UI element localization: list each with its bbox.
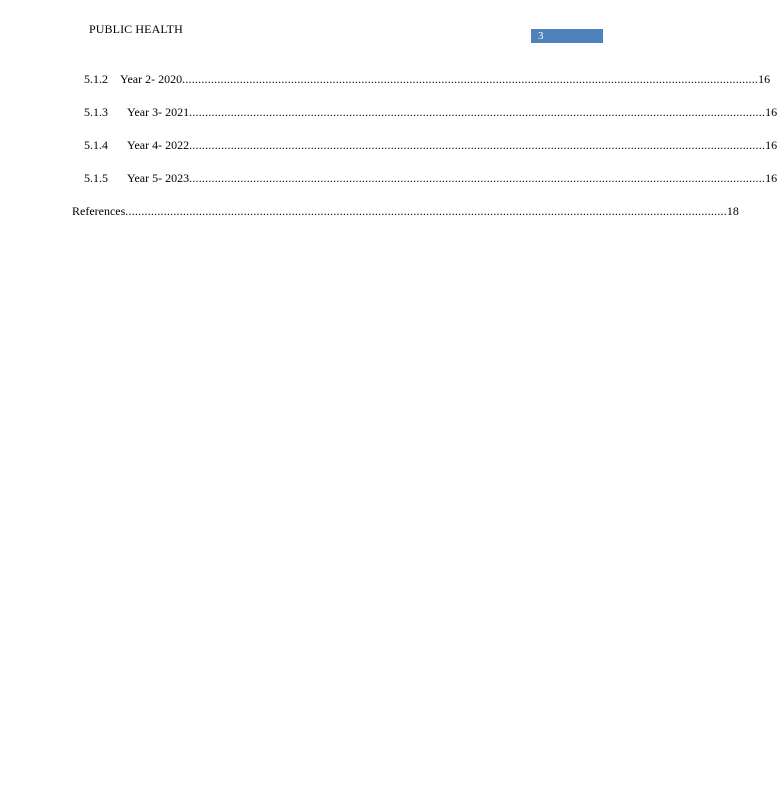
toc-leader-dots: ............................................................................................................................................................................................ [125,204,727,218]
toc-entry-page: 18 [726,204,739,218]
toc-entry-number: 5.1.2 [84,72,108,86]
toc-entry-page: 16 [758,72,771,86]
toc-entry-title: Year 3- 2021 [127,105,190,119]
toc-leader-dots: .................................................................................................................................................................................... [189,171,766,185]
toc-entry-page: 16 [765,171,777,185]
page-number-badge [531,29,603,43]
running-head-title: PUBLIC HEALTH [89,22,183,36]
toc-entry-5-1-3[interactable] [84,105,777,119]
toc-leader-dots: .................................................................................................................................................................................... [182,72,759,86]
toc-entry-number: 5.1.5 [84,171,108,185]
toc-entry-5-1-5[interactable] [84,171,777,185]
toc-leader-dots: .................................................................................................................................................................................... [189,138,766,152]
toc-entry-number: 5.1.4 [84,138,108,152]
toc-leader-dots: .................................................................................................................................................................................... [189,105,766,119]
page-number: 3 [538,30,544,42]
toc-entry-5-1-2[interactable] [84,72,771,86]
toc-entry-title: Year 4- 2022 [127,138,190,152]
toc-entry-title: Year 5- 2023 [127,171,190,185]
toc-entry-references[interactable] [72,204,739,218]
toc-entry-number: 5.1.3 [84,105,108,119]
toc-entry-title: References [72,204,126,218]
toc-entry-page: 16 [765,105,777,119]
toc-entry-page: 16 [765,138,777,152]
toc-entry-title: Year 2- 2020 [120,72,183,86]
toc-entry-5-1-4[interactable] [84,138,777,152]
